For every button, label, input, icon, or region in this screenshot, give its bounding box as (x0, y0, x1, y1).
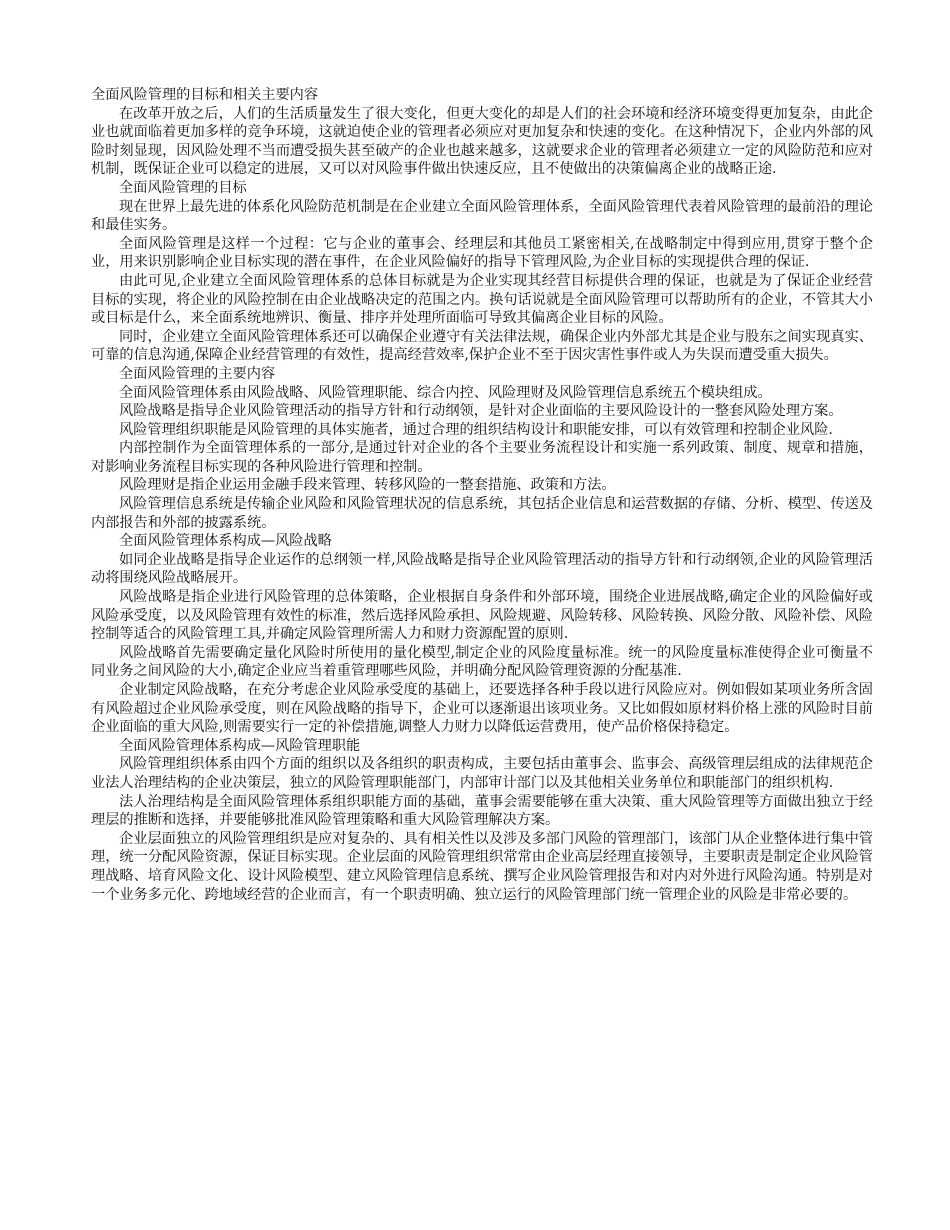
body-paragraph: 风险战略是指企业进行风险管理的总体策略，企业根据自身条件和外部环境，围绕企业进展战略,确定企业的风险偏好或风险承受度，以及风险管理有效性的标准，然后选择风险承担、风险规避、风险转移、风险转换、风险分散、风险补偿、风险控制等适合的风险管理工具,并确定风险管理所需人力和财力资源配置的原则. (91, 589, 873, 643)
body-paragraph: 风险战略首先需要确定量化风险时所使用的量化模型,制定企业的风险度量标准。统一的风险度量标准使得企业可衡量不同业务之间风险的大小,确定企业应当着重管理哪些风险，并明确分配风险管理资源的分配基准. (91, 644, 873, 680)
body-paragraph: 现在世界上最先进的体系化风险防范机制是在企业建立全面风险管理体系，全面风险管理代表着风险管理的最前沿的理论和最佳实务。 (91, 198, 873, 234)
body-paragraph: 风险理财是指企业运用金融手段来管理、转移风险的一整套措施、政策和方法。 (119, 477, 616, 494)
body-paragraph: 企业层面独立的风险管理组织是应对复杂的、具有相关性以及涉及多部门风险的管理部门，该部门从企业整体进行集中管理，统一分配风险资源，保证目标实现。企业层面的风险管理组织常常由企业高层经理直接领导，主要职责是制定企业风险管理战略、培育风险文化、设计风险模型、建立风险管理信息系统、撰写企业风险管理报告和对内对外进行风险沟通。特别是对一个业务多元化、跨地域经营的企业而言，有一个职责明确、独立运行的风险管理部门统一管理企业的风险是非常必要的。 (91, 830, 873, 903)
body-paragraph: 风险管理组织职能是风险管理的具体实施者，通过合理的组织结构设计和职能安排，可以有效管理和控制企业风险. (119, 421, 833, 438)
section-heading: 全面风险管理体系构成—风险管理职能 (119, 737, 361, 754)
body-paragraph: 企业制定风险战略，在充分考虑企业风险承受度的基础上，还要选择各种手段以进行风险应对。例如假如某项业务所含固有风险超过企业风险承受度，则在风险战略的指导下，企业可以逐渐退出该项业务。又比如假如原材料价格上涨的风险时目前企业面临的重大风险,则需要实行一定的补偿措施,调整人力财力以降低运营费用，使产品价格保持稳定。 (91, 682, 873, 736)
body-paragraph: 在改革开放之后，人们的生活质量发生了很大变化，但更大变化的却是人们的社会环境和经济环境变得更加复杂，由此企业也就面临着更加多样的竞争环境，这就迫使企业的管理者必须应对更加复杂和快速的变化。在这种情况下，企业内外部的风险时刻显现，因风险处理不当而遭受损失甚至破产的企业也越来越多，这就要求企业的管理者必须建立一定的风险防范和应对机制，既保证企业可以稳定的进展，又可以对风险事件做出快速反应，且不使做出的决策偏离企业的战略正途. (91, 105, 873, 178)
body-paragraph: 风险管理信息系统是传输企业风险和风险管理状况的信息系统，其包括企业信息和运营数据的存储、分析、模型、传送及内部报告和外部的披露系统。 (91, 496, 873, 531)
section-heading: 全面风险管理的目标 (119, 179, 247, 196)
document-page (91, 86, 873, 904)
body-paragraph: 由此可见,企业建立全面风险管理体系的总体目标就是为企业实现其经营目标提供合理的保证，也就是为了保证企业经营目标的实现，将企业的风险控制在由企业战略决定的范围之内。换句话说就是全面风险管理可以帮助所有的企业，不管其大小或目标是什么，来全面系统地辨识、衡量、排序并处理所面临可导致其偏离企业目标的风险。 (91, 272, 873, 327)
body-paragraph: 法人治理结构是全面风险管理体系组织职能方面的基础，董事会需要能够在重大决策、重大风险管理等方面做出独立于经理层的推断和选择，并要能够批准风险管理策略和重大风险管理解决方案。 (91, 793, 873, 829)
body-paragraph: 全面风险管理体系由风险战略、风险管理职能、综合内控、风险理财及风险管理信息系统五个模块组成。 (119, 384, 772, 401)
body-paragraph: 如同企业战略是指导企业运作的总纲领一样,风险战略是指导企业风险管理活动的指导方针和行动纲领,企业的风险管理活动将围绕风险战略展开。 (91, 551, 873, 587)
section-heading: 全面风险管理体系构成—风险战略 (119, 533, 332, 550)
document-body (91, 105, 873, 905)
section-heading: 全面风险管理的主要内容 (119, 365, 276, 382)
document-title: 全面风险管理的目标和相关主要内容 (91, 87, 319, 103)
body-paragraph: 内部控制作为全面管理体系的一部分,是通过针对企业的各个主要业务流程设计和实施一系列政策、制度、规章和措施，对影响业务流程目标实现的各种风险进行管理和控制。 (91, 440, 873, 475)
body-paragraph: 风险管理组织体系由四个方面的组织以及各组织的职责构成，主要包括由董事会、监事会、高级管理层组成的法律规范企业法人治理结构的企业决策层，独立的风险管理职能部门，内部审计部门以及其他相关业务单位和职能部门的组织机构. (91, 756, 873, 791)
body-paragraph: 全面风险管理是这样一个过程：它与企业的董事会、经理层和其他员工紧密相关,在战略制定中得到应用,贯穿于整个企业，用来识别影响企业目标实现的潜在事件，在企业风险偏好的指导下管理风险,为企业目标的实现提供合理的保证. (91, 235, 873, 271)
body-paragraph: 风险战略是指导企业风险管理活动的指导方针和行动纲领，是针对企业面临的主要风险设计的一整套风险处理方案。 (119, 403, 843, 420)
body-paragraph: 同时，企业建立全面风险管理体系还可以确保企业遵守有关法律法规，确保企业内外部尤其是企业与股东之间实现真实、可靠的信息沟通,保障企业经营管理的有效性，提高经营效率,保护企业不至于因灾害性事件或人为失误而遭受重大损失。 (91, 328, 873, 364)
